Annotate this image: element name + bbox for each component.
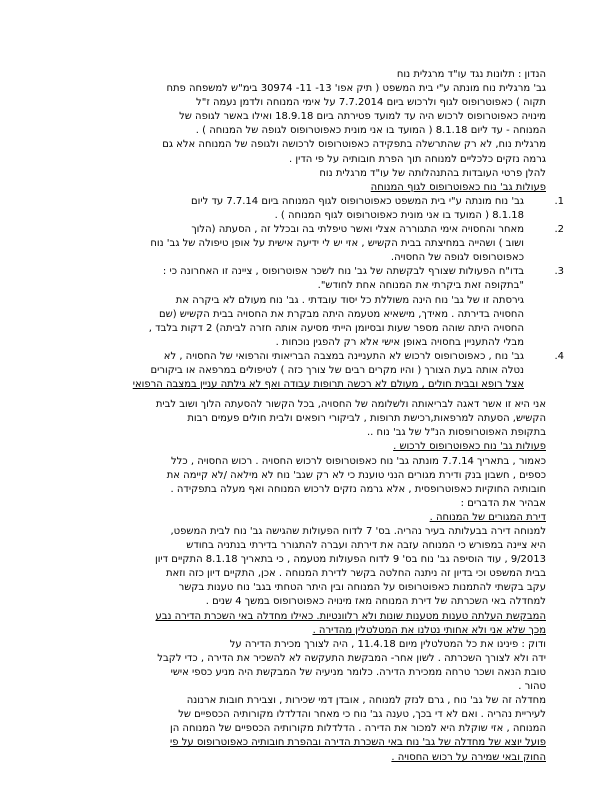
body-line: אני היא זו אשר דאגה לבריאותה ולשלומה של החסויה, בכל הקשור להסעתה הלוך ושוב לבית [155,399,546,411]
body-line: בתקופת האפוטרופסות הנ"ל של גב' נוח .. [367,427,546,439]
body-line: תקוה ) כאפוטרופוס לגוף ולרכוש ביום 7.7.2014 על אימי המנוחה ולדמן נעמה ז"ל [196,97,546,109]
body-line: מאחר והחסויה אימי התגוררה אצלי ואשר טיפלתי בה ובכלל זה , הסעתה (הלוך [191,224,524,236]
body-line: טובת הנאה ושכר טרחה ממכירת הדירה. כלומר מניעיה של המבקשת היה מניע כספי אישי [170,666,546,678]
section-heading: פעולות גב' נוח כאפוטרופוס לרכוש . [393,441,546,453]
section-heading: פעולות גב' נוח כאפוטרופוס לגוף המנוחה [370,181,546,193]
body-line: ידה ולא לצורך השכרתה . לשון אחר- המבקשת התעקשה לא להשכיר את הדירה , כדי לקבל [157,652,546,664]
body-line: החסויה בדירתה . מאידך, מישאיא מטעמה היתה מבקרת את החסויה בבית הקשיש (שם [159,308,524,320]
body-line: אצל רופא ובבית חולים , מעולם לא רכשה תרופות עבודה ואף לא גילתה עניין במצבה הרפואי [132,379,524,391]
body-line: אבהיר את הדברים : [460,497,546,509]
body-line: טהור . [518,681,546,693]
list-number: 1. [554,195,564,207]
body-line: עקב בקשתי להתמנות כאפוטרופוס על המנוחה ובין היתר הטחתי בגב' נוח טענות בקשר [178,582,546,594]
list-number: 2. [554,224,564,236]
body-line: גב' מרגלית נוח מונתה ע"י בית המשפט ( תיק אפו' 13- 11- 30974 בימ"ש למשפחה פתח [166,83,546,95]
body-line: נטלה אותה בעת הצורך ( והיו מקרים רבים של צורך כזה ) לטיפולים במרפאה או ביקורים [150,364,524,376]
body-line: כספים , חשבון בנק ודירת מגורים הנני טוענת כי לא רק שגב' נוח לא מילאה /לא קיימה את [166,469,546,481]
body-line: חובותיה החוקיות כאפוטרופסית , אלא גרמה נזקים לרכוש המנוחה ואף מעלה בתפקידה . [170,483,546,495]
body-line: 9/2013 , עוד הוסיפה גב' נוח בס' 9 לדוח הפעולות מטעמה , כי בתאריך 8.1.18 התקיים דיון [154,554,546,566]
body-line: למחדלה באי השכרתה של דירת המנוחה מאז מינויה כאפוטרופוס במשך 4 שנים . [205,596,546,608]
section-heading: דירת המגורים של המנוחה . [429,511,546,523]
body-line: ודוק : פינינו את כל המטלטלין מיום 11.4.18 , היה לצורך מכירת הדירה על [229,638,546,650]
body-line: הקשיש, הסעתה למרפאות,רכישת תרופות , לביקורי רופאים ולבית חולים פעמים רבות [187,413,546,425]
body-line: ושוב ) ושהייה במחיצתה בבית הקשיש , אזי יש לי ידיעה אישית על אופן טיפולה של גב' נוח [150,238,524,250]
body-line: החסויה היתה שוהה מספר שעות ובסיומן הייתי מסיעה אותה חזרה לביתה) 2 דקות בלבד , [148,322,524,334]
body-line: מרגלית נוח, לא רק שהתרשלה בתפקידה כאפוטרופוס לרכושה ולגופה של המנוחה אלא גם [162,139,546,151]
body-line: לעיריית נהריה . ואם לא די בכך, טענה גב' נוח כי מאחר והדלדלו מקורותיה הכספיים של [178,709,546,721]
body-line: מינויה כאפוטרופוס לרכוש היה עד למועד פטירתה ביום 18.9.18 ואילו באשר לגופה של [179,111,546,123]
list-item [18,350,564,392]
body-line: גירסתה זו של גב' נוח הינה משוללת כל יסוד עובדתי . גב' נוח מעולם לא ביקרה את [175,294,524,306]
body-line: פועל יוצא של מחדלה של גב' נוח באי השכרת הדירה ובהפרת חובותיה כאפוטרופוס על פי [170,737,546,749]
body-line: מבלי להתעניין בחסויה באופן אישי אלא רק להפגין נוכחות . [275,336,524,348]
list-number: 4. [554,350,564,362]
body-line: גרמה נזקים כלכליים למנוחה תוך הפרת חובותיה על פי הדין . [289,153,546,165]
list-item [18,223,564,265]
list-item [18,195,564,223]
body-line: כאפוטרופוס לגופה של החסויה. [390,252,524,264]
body-line: המנוחה - עד ליום 8.1.18 ( המועד בו אני מונית כאפוטרופוס לגופה של המנוחה ) . [195,125,546,137]
body-line: 8.1.18 ( המועד בו אני מונית כאפוטרופוס לגוף המנוחה ) . [274,209,524,221]
body-line: היא ציינה במפורש כי המנוחה עזבה את דירתה ועברה להתגורר בדירתי בנתניה בחודש [186,540,546,552]
body-line: המנוחה , אזי שוקלת היא למכור את הדירה . הדלדלות מקורותיה הכספיים של המנוחה הן [169,723,546,735]
body-line: מחדלה זה של גב' נוח , גרם לנזק למנוחה , אובדן דמי שכירות , וצבירת חובות ארנונה [186,695,546,707]
body-line: מכך שלא אני ולא אחותי נטלנו את המטלטלין מהדירה . [312,624,546,636]
body-line: בבית המשפט וכי בדיון זה ניתנה החלטה בקשר לדירת המנוחה . אכן, התקיים דיון כזה וזאת [165,568,546,580]
body-line: כאמור , בתאריך 7.7.14 מונתה גב' נוח כאפוטרופוס לרכוש החסויה . רכוש החסויה , כלל [171,455,546,467]
body-line: בדו"ח הפעולות שצורף לבקשתה של גב' נוח לשכר אפוטרופוס , ציינה זו האחרונה כי : [162,266,524,278]
list-item [18,265,564,350]
body-line: להלן פרטי העובדות בהתנהלותה של עו"ד מרגלית נוח [319,167,546,179]
list-number: 3. [554,266,564,278]
body-line: "בתקופה זאת ביקרתי את המנוחה אחת לחודש". [317,280,524,292]
body-line: גב' נוח מונתה ע"י בית המשפט כאפוטרופוס לגוף המנוחה ביום 7.7.14 עד ליום [190,195,524,207]
body-line: גב' נוח , כאפוטרופוס לרכוש לא התעניינה במצבה הבריאותי והרפואי של החסויה , לא [163,350,524,362]
body-line: המבקשת העלתה טענות מטענות שונות ולא רלוונטיות. כאילו מחדלה באי השכרת הדירה נבע [155,610,546,622]
body-line: החוק ובאי שמירה על רכוש החסויה . [391,751,546,763]
subject-line: הנדון : תלונות נגד עו"ד מרגלית נוח [396,69,546,80]
body-line: למנוחה דירה בבעלותה בעיר נהריה. בס' 7 לדוח הפעולות שהגישה גב' נוח לבית המשפט, [170,526,546,537]
